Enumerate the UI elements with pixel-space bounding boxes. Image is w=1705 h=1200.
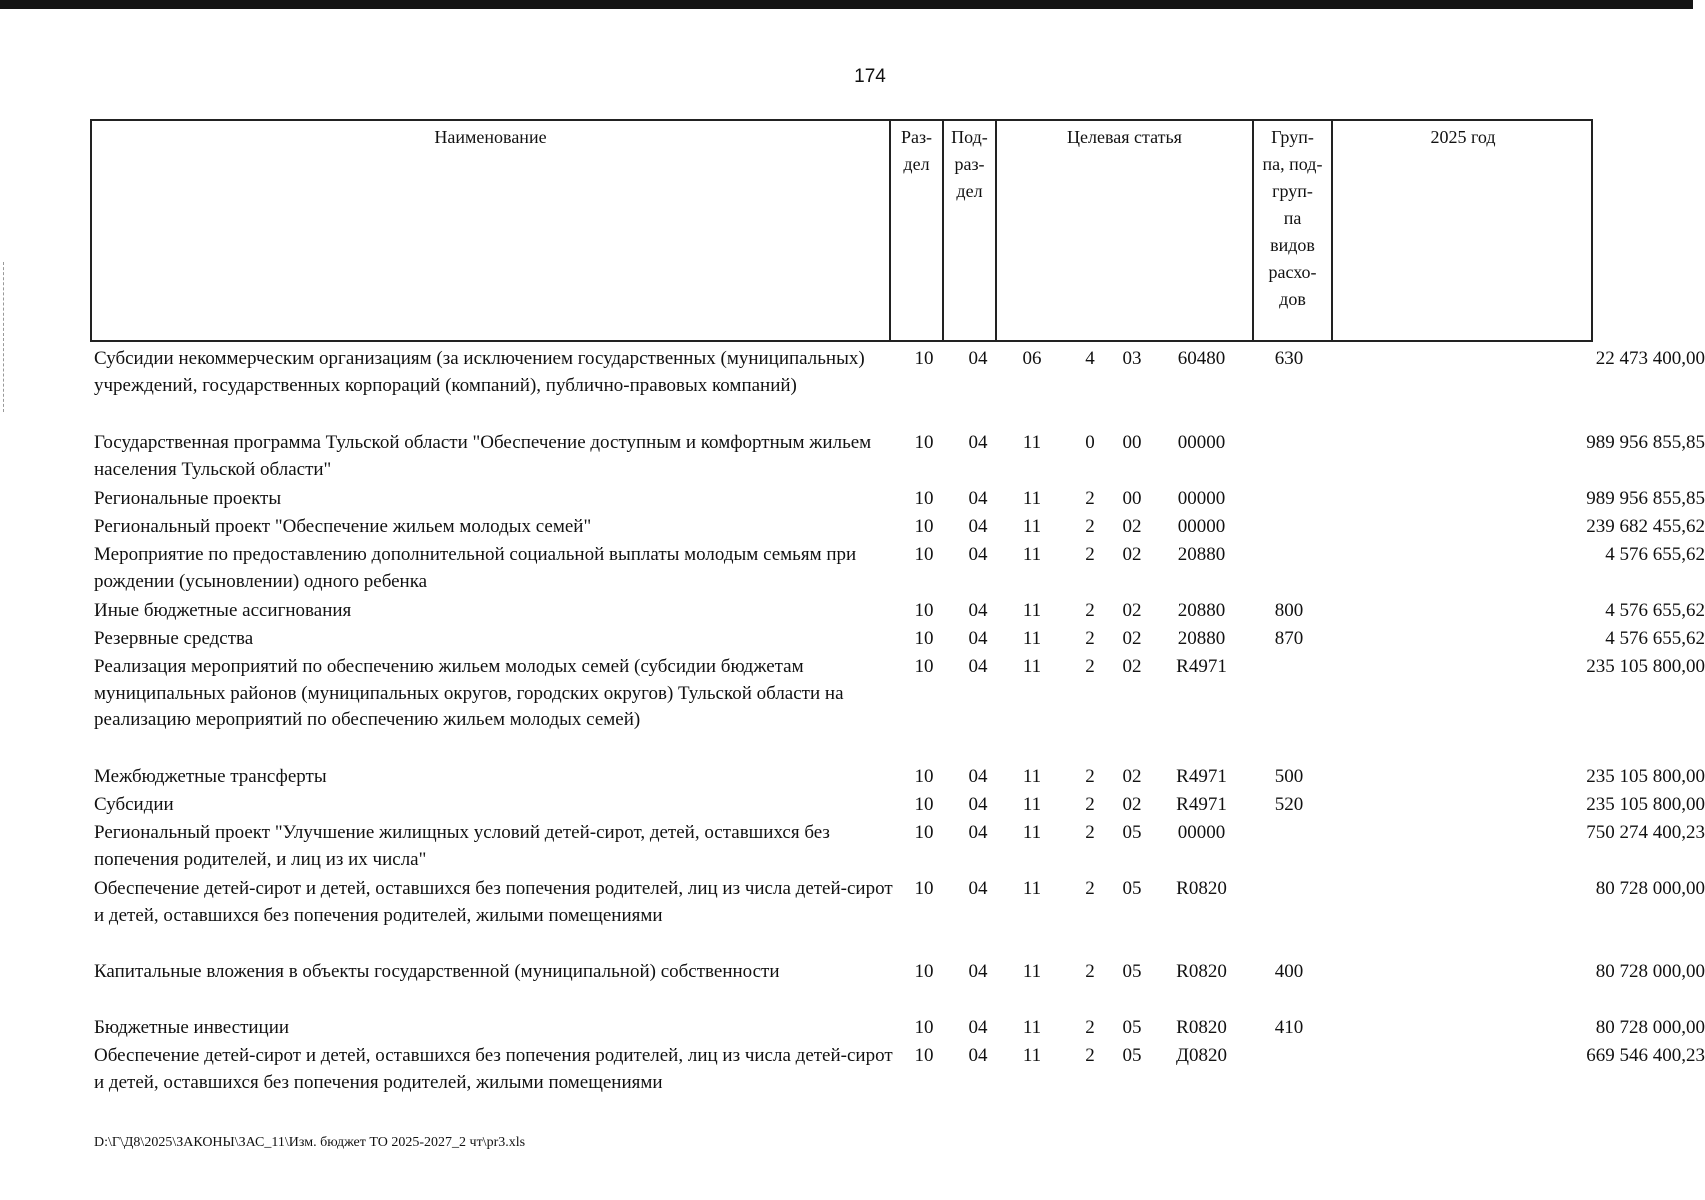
row-target-direction: 20880 xyxy=(1177,600,1226,621)
header-year: 2025 год xyxy=(1430,127,1496,147)
row-target-program: 11 xyxy=(1022,544,1042,565)
row-expense-group: 630 xyxy=(1274,348,1304,369)
row-razdel: 10 xyxy=(914,544,934,565)
row-target-program: 06 xyxy=(1022,348,1042,369)
row-name: Реализация мероприятий по обеспечению жильем молодых семей (субсидии бюджетам муниципальных районов (муниципальных округов, городских округов) Тульской области на реализацию мероприятий по обеспечению жильем молодых семей) xyxy=(94,656,844,730)
header-group-line: па xyxy=(1283,208,1302,228)
top-border-rule xyxy=(0,0,1693,9)
row-podrazdel: 04 xyxy=(968,600,988,621)
row-expense-group: 870 xyxy=(1274,628,1304,649)
row-podrazdel: 04 xyxy=(968,488,988,509)
row-target-direction: 00000 xyxy=(1177,822,1226,843)
row-target-direction: R0820 xyxy=(1176,878,1227,899)
row-podrazdel: 04 xyxy=(968,1045,988,1066)
row-name: Региональный проект "Улучшение жилищных условий детей-сирот, детей, оставшихся без попечения родителей, и лиц из их числа" xyxy=(94,822,830,870)
row-expense-group: 410 xyxy=(1274,1017,1304,1038)
row-target-program: 11 xyxy=(1022,488,1042,509)
header-name: Наименование xyxy=(434,127,547,147)
header-group-line: Груп- xyxy=(1271,127,1314,147)
row-target-program: 11 xyxy=(1022,600,1042,621)
row-razdel: 10 xyxy=(914,794,934,815)
row-podrazdel: 04 xyxy=(968,348,988,369)
row-razdel: 10 xyxy=(914,822,934,843)
row-target-type: 4 xyxy=(1085,348,1095,369)
row-target-subprogram: 05 xyxy=(1122,1017,1142,1038)
row-target-type: 2 xyxy=(1085,1045,1095,1066)
row-podrazdel: 04 xyxy=(968,656,988,677)
row-target-program: 11 xyxy=(1022,822,1042,843)
row-podrazdel: 04 xyxy=(968,822,988,843)
row-razdel: 10 xyxy=(914,600,934,621)
row-target-subprogram: 03 xyxy=(1122,348,1142,369)
row-name: Государственная программа Тульской области "Обеспечение доступным и комфортным жильем населения Тульской области" xyxy=(94,432,872,480)
header-group-line: дов xyxy=(1279,289,1306,309)
row-amount: 4 576 655,62 xyxy=(1605,544,1705,565)
row-amount: 4 576 655,62 xyxy=(1605,628,1705,649)
row-target-type: 2 xyxy=(1085,628,1095,649)
row-target-type: 2 xyxy=(1085,822,1095,843)
header-group-line: груп- xyxy=(1272,181,1313,201)
row-target-type: 2 xyxy=(1085,1017,1095,1038)
row-target-direction: R4971 xyxy=(1176,766,1227,787)
row-target-program: 11 xyxy=(1022,1045,1042,1066)
row-target-program: 11 xyxy=(1022,628,1042,649)
row-target-subprogram: 02 xyxy=(1122,656,1142,677)
row-razdel: 10 xyxy=(914,961,934,982)
row-target-type: 2 xyxy=(1085,544,1095,565)
row-target-subprogram: 00 xyxy=(1122,488,1142,509)
row-amount: 989 956 855,85 xyxy=(1586,432,1705,453)
row-amount: 22 473 400,00 xyxy=(1595,348,1705,369)
row-target-type: 2 xyxy=(1085,656,1095,677)
row-target-program: 11 xyxy=(1022,961,1042,982)
row-razdel: 10 xyxy=(914,488,934,509)
row-target-program: 11 xyxy=(1022,1017,1042,1038)
row-podrazdel: 04 xyxy=(968,794,988,815)
row-target-program: 11 xyxy=(1022,794,1042,815)
row-target-subprogram: 00 xyxy=(1122,432,1142,453)
row-target-type: 2 xyxy=(1085,794,1095,815)
row-razdel: 10 xyxy=(914,1045,934,1066)
row-podrazdel: 04 xyxy=(968,432,988,453)
header-target-article: Целевая статья xyxy=(1067,127,1182,147)
row-name: Резервные средства xyxy=(94,628,254,649)
row-target-subprogram: 05 xyxy=(1122,878,1142,899)
row-target-direction: R0820 xyxy=(1176,1017,1227,1038)
header-razdel-line: Раз- xyxy=(900,127,933,147)
row-target-subprogram: 05 xyxy=(1122,822,1142,843)
row-podrazdel: 04 xyxy=(968,1017,988,1038)
row-podrazdel: 04 xyxy=(968,961,988,982)
row-amount: 80 728 000,00 xyxy=(1595,878,1705,899)
row-razdel: 10 xyxy=(914,348,934,369)
row-amount: 80 728 000,00 xyxy=(1595,961,1705,982)
row-name: Обеспечение детей-сирот и детей, оставшихся без попечения родителей, лиц из числа детей-сирот и детей, оставшихся без попечения родителей, жилыми помещениями xyxy=(94,878,893,926)
row-podrazdel: 04 xyxy=(968,516,988,537)
row-target-type: 2 xyxy=(1085,766,1095,787)
row-razdel: 10 xyxy=(914,432,934,453)
row-target-program: 11 xyxy=(1022,656,1042,677)
row-name: Межбюджетные трансферты xyxy=(94,766,327,787)
table-header xyxy=(90,119,1593,342)
header-podrazdel xyxy=(944,124,995,205)
row-target-direction: R0820 xyxy=(1176,961,1227,982)
row-target-direction: 60480 xyxy=(1177,348,1226,369)
row-amount: 235 105 800,00 xyxy=(1586,766,1705,787)
row-expense-group: 800 xyxy=(1274,600,1304,621)
row-razdel: 10 xyxy=(914,656,934,677)
row-target-subprogram: 02 xyxy=(1122,628,1142,649)
row-razdel: 10 xyxy=(914,878,934,899)
header-group-line: па, под- xyxy=(1262,154,1323,174)
row-name: Бюджетные инвестиции xyxy=(94,1017,290,1038)
row-amount: 239 682 455,62 xyxy=(1586,516,1705,537)
row-target-program: 11 xyxy=(1022,878,1042,899)
row-target-subprogram: 02 xyxy=(1122,516,1142,537)
header-divider xyxy=(995,121,997,340)
row-podrazdel: 04 xyxy=(968,544,988,565)
scan-edge-marks xyxy=(3,262,6,412)
header-podrazdel-line: дел xyxy=(956,181,983,201)
row-razdel: 10 xyxy=(914,516,934,537)
row-target-type: 2 xyxy=(1085,516,1095,537)
header-group-line: видов xyxy=(1270,235,1315,255)
header-podrazdel-line: Под- xyxy=(951,127,988,147)
row-target-direction: 00000 xyxy=(1177,488,1226,509)
header-razdel xyxy=(891,124,942,178)
row-expense-group: 520 xyxy=(1274,794,1304,815)
row-amount: 669 546 400,23 xyxy=(1586,1045,1705,1066)
row-target-subprogram: 02 xyxy=(1122,766,1142,787)
row-razdel: 10 xyxy=(914,1017,934,1038)
row-name: Мероприятие по предоставлению дополнительной социальной выплаты молодым семьям при рождении (усыновлении) одного ребенка xyxy=(94,544,857,592)
row-amount: 80 728 000,00 xyxy=(1595,1017,1705,1038)
file-path-footer: D:\Г\Д8\2025\ЗАКОНЫ\ЗАС_11\Изм. бюджет ТО 2025-2027_2 чт\pr3.xls xyxy=(94,1135,526,1150)
row-target-direction: 20880 xyxy=(1177,544,1226,565)
row-target-subprogram: 02 xyxy=(1122,544,1142,565)
row-target-subprogram: 05 xyxy=(1122,1045,1142,1066)
row-target-subprogram: 05 xyxy=(1122,961,1142,982)
row-name: Капитальные вложения в объекты государственной (муниципальной) собственности xyxy=(94,961,780,982)
header-razdel-line: дел xyxy=(903,154,930,174)
row-name: Обеспечение детей-сирот и детей, оставшихся без попечения родителей, лиц из числа детей-сирот и детей, оставшихся без попечения родителей, жилыми помещениями xyxy=(94,1045,893,1093)
row-razdel: 10 xyxy=(914,628,934,649)
header-group-line: расхо- xyxy=(1268,262,1317,282)
row-target-type: 2 xyxy=(1085,961,1095,982)
row-name: Региональный проект "Обеспечение жильем молодых семей" xyxy=(94,516,592,537)
row-target-program: 11 xyxy=(1022,516,1042,537)
row-expense-group: 400 xyxy=(1274,961,1304,982)
header-divider xyxy=(1331,121,1333,340)
row-target-direction: R4971 xyxy=(1176,656,1227,677)
header-podrazdel-line: раз- xyxy=(954,154,985,174)
row-target-subprogram: 02 xyxy=(1122,600,1142,621)
row-amount: 750 274 400,23 xyxy=(1586,822,1705,843)
row-target-type: 2 xyxy=(1085,600,1095,621)
row-podrazdel: 04 xyxy=(968,766,988,787)
row-name: Субсидии некоммерческим организациям (за исключением государственных (муниципальных) учреждений, государственных корпораций (компаний), публично-правовых компаний) xyxy=(94,348,865,396)
row-target-direction: R4971 xyxy=(1176,794,1227,815)
row-target-type: 2 xyxy=(1085,488,1095,509)
row-name: Региональные проекты xyxy=(94,488,282,509)
row-name: Субсидии xyxy=(94,794,174,815)
row-razdel: 10 xyxy=(914,766,934,787)
row-target-program: 11 xyxy=(1022,432,1042,453)
header-group xyxy=(1254,124,1331,313)
row-target-direction: 00000 xyxy=(1177,516,1226,537)
row-amount: 4 576 655,62 xyxy=(1605,600,1705,621)
row-name: Иные бюджетные ассигнования xyxy=(94,600,352,621)
row-amount: 235 105 800,00 xyxy=(1586,794,1705,815)
row-amount: 989 956 855,85 xyxy=(1586,488,1705,509)
row-podrazdel: 04 xyxy=(968,878,988,899)
row-target-direction: 20880 xyxy=(1177,628,1226,649)
row-target-direction: 00000 xyxy=(1177,432,1226,453)
row-target-direction: Д0820 xyxy=(1176,1045,1227,1066)
row-podrazdel: 04 xyxy=(968,628,988,649)
row-target-type: 0 xyxy=(1085,432,1095,453)
row-target-type: 2 xyxy=(1085,878,1095,899)
row-amount: 235 105 800,00 xyxy=(1586,656,1705,677)
row-target-program: 11 xyxy=(1022,766,1042,787)
page-number: 174 xyxy=(854,66,886,87)
row-target-subprogram: 02 xyxy=(1122,794,1142,815)
row-expense-group: 500 xyxy=(1274,766,1304,787)
